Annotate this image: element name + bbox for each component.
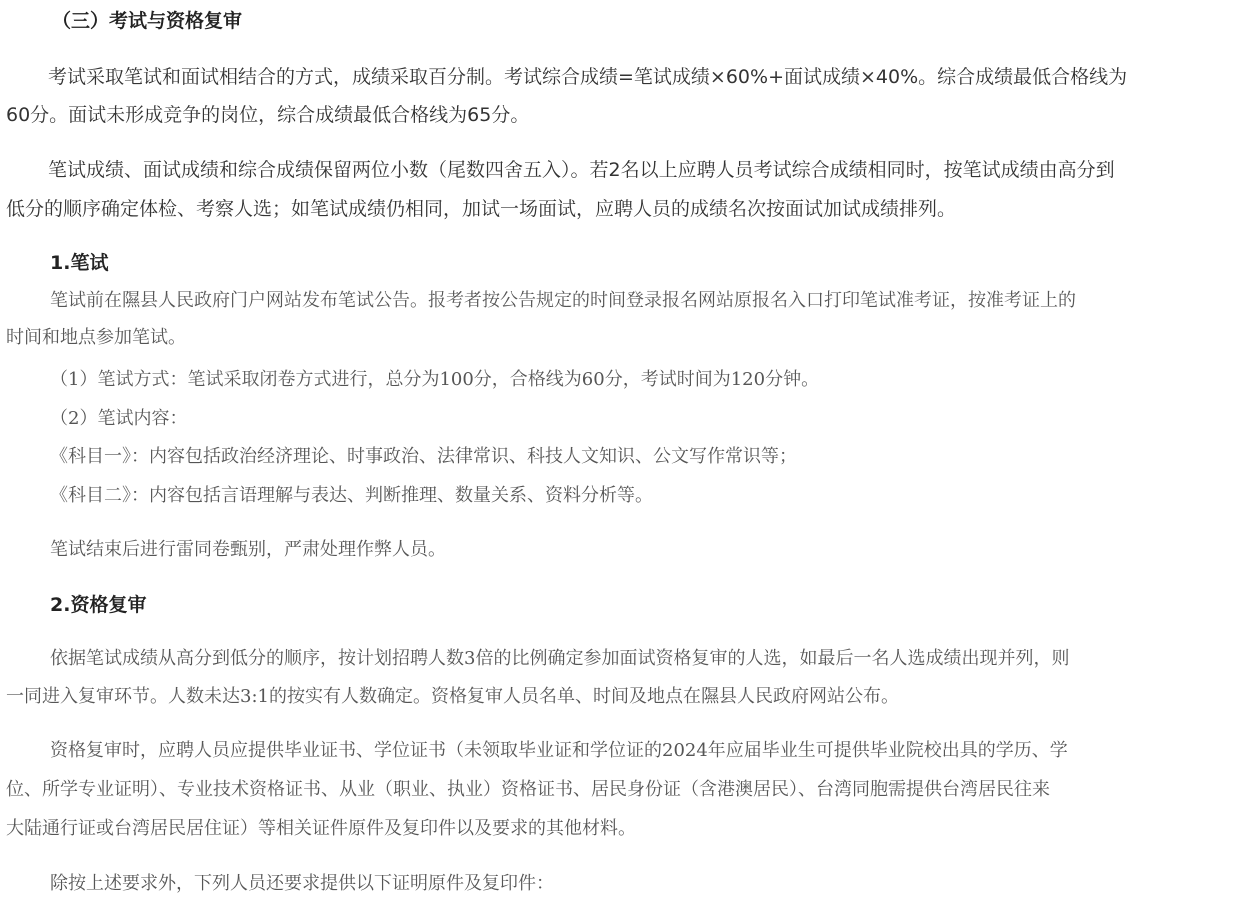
paragraph-scoring-line-2: 60分。面试未形成竞争的岗位，综合成绩最低合格线为65分。 [6,104,530,126]
written-method: （1）笔试方式：笔试采取闭卷方式进行，总分为100分，合格线为60分，考试时间为120分钟。 [50,369,820,390]
review-heading: 2.资格复审 [50,594,147,616]
review-p2-line-2: 位、所学专业证明）、专业技术资格证书、从业（职业、执业）资格证书、居民身份证（含港澳居民）、台湾同胞需提供台湾居民往来 [6,779,1050,800]
paragraph-rounding-line-1: 笔试成绩、面试成绩和综合成绩保留两位小数（尾数四舍五入）。若2名以上应聘人员考试综合成绩相同时，按笔试成绩由高分到 [48,159,1115,181]
written-exam-heading: 1.笔试 [50,252,109,274]
paragraph-rounding-line-2: 低分的顺序确定体检、考察人选；如笔试成绩仍相同，加试一场面试，应聘人员的成绩名次按面试加试成绩排列。 [6,198,957,220]
written-intro-line-2: 时间和地点参加笔试。 [6,327,186,348]
written-subject-2: 《科目二》：内容包括言语理解与表达、判断推理、数量关系、资料分析等。 [50,485,653,506]
written-subject-1: 《科目一》：内容包括政治经济理论、时事政治、法律常识、科技人文知识、公文写作常识等； [50,446,797,467]
written-content-label: （2）笔试内容： [50,408,188,429]
written-after: 笔试结束后进行雷同卷甄别，严肃处理作弊人员。 [50,539,446,560]
review-p1-line-1: 依据笔试成绩从高分到低分的顺序，按计划招聘人数3倍的比例确定参加面试资格复审的人选，如最后一名人选成绩出现并列，则 [50,648,1070,669]
review-p2-line-3: 大陆通行证或台湾居民居住证）等相关证件原件及复印件以及要求的其他材料。 [6,818,636,839]
review-p1-line-2: 一同进入复审环节。人数未达3:1的按实有人数确定。资格复审人员名单、时间及地点在隰县人民政府网站公布。 [6,686,899,707]
paragraph-scoring-line-1: 考试采取笔试和面试相结合的方式，成绩采取百分制。考试综合成绩=笔试成绩×60%+面试成绩×40%。综合成绩最低合格线为 [48,66,1128,88]
review-p2-line-1: 资格复审时，应聘人员应提供毕业证书、学位证书（未领取毕业证和学位证的2024年应届毕业生可提供毕业院校出具的学历、学 [50,740,1068,761]
section-heading: （三）考试与资格复审 [52,10,243,32]
written-intro-line-1: 笔试前在隰县人民政府门户网站发布笔试公告。报考者按公告规定的时间登录报名网站原报名入口打印笔试准考证，按准考证上的 [50,290,1076,311]
review-p3: 除按上述要求外，下列人员还要求提供以下证明原件及复印件： [50,873,554,894]
